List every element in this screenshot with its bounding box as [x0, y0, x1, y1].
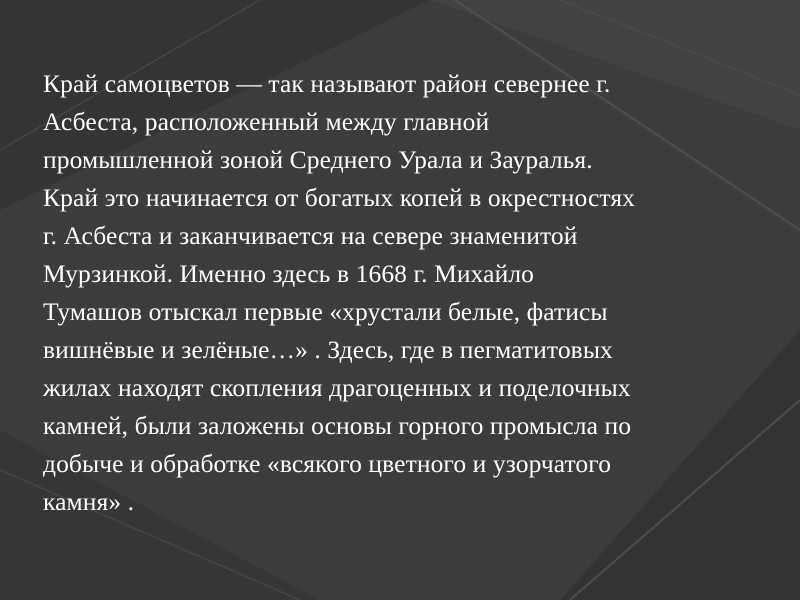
paragraph-line-7: Тумашов отыскал первые «хрустали белые, фатисы: [43, 297, 608, 326]
paragraph-line-12: камня» .: [43, 487, 135, 516]
paragraph-line-2: Асбеста, расположенный между главной: [43, 107, 490, 136]
paragraph-line-9: жилах находят скопления драгоценных и поделочных: [43, 373, 631, 402]
paragraph-line-10: камней, были заложены основы горного промысла по: [43, 411, 632, 440]
paragraph-line-6: Мурзинкой. Именно здесь в 1668 г. Михайло: [43, 259, 535, 288]
paragraph-line-3: промышленной зоной Среднего Урала и Зауралья.: [43, 145, 593, 174]
paragraph-line-8: вишнёвые и зелёные…» . Здесь, где в пегматитовых: [43, 335, 613, 364]
paragraph-line-4: Край это начинается от богатых копей в окрестностях: [43, 183, 636, 212]
paragraph-line-1: Край самоцветов — так называют район севернее г.: [43, 69, 611, 98]
paragraph-line-5: г. Асбеста и заканчивается на севере знаменитой: [43, 221, 578, 250]
paragraph-line-11: добыче и обработке «всякого цветного и узорчатого: [43, 449, 612, 478]
